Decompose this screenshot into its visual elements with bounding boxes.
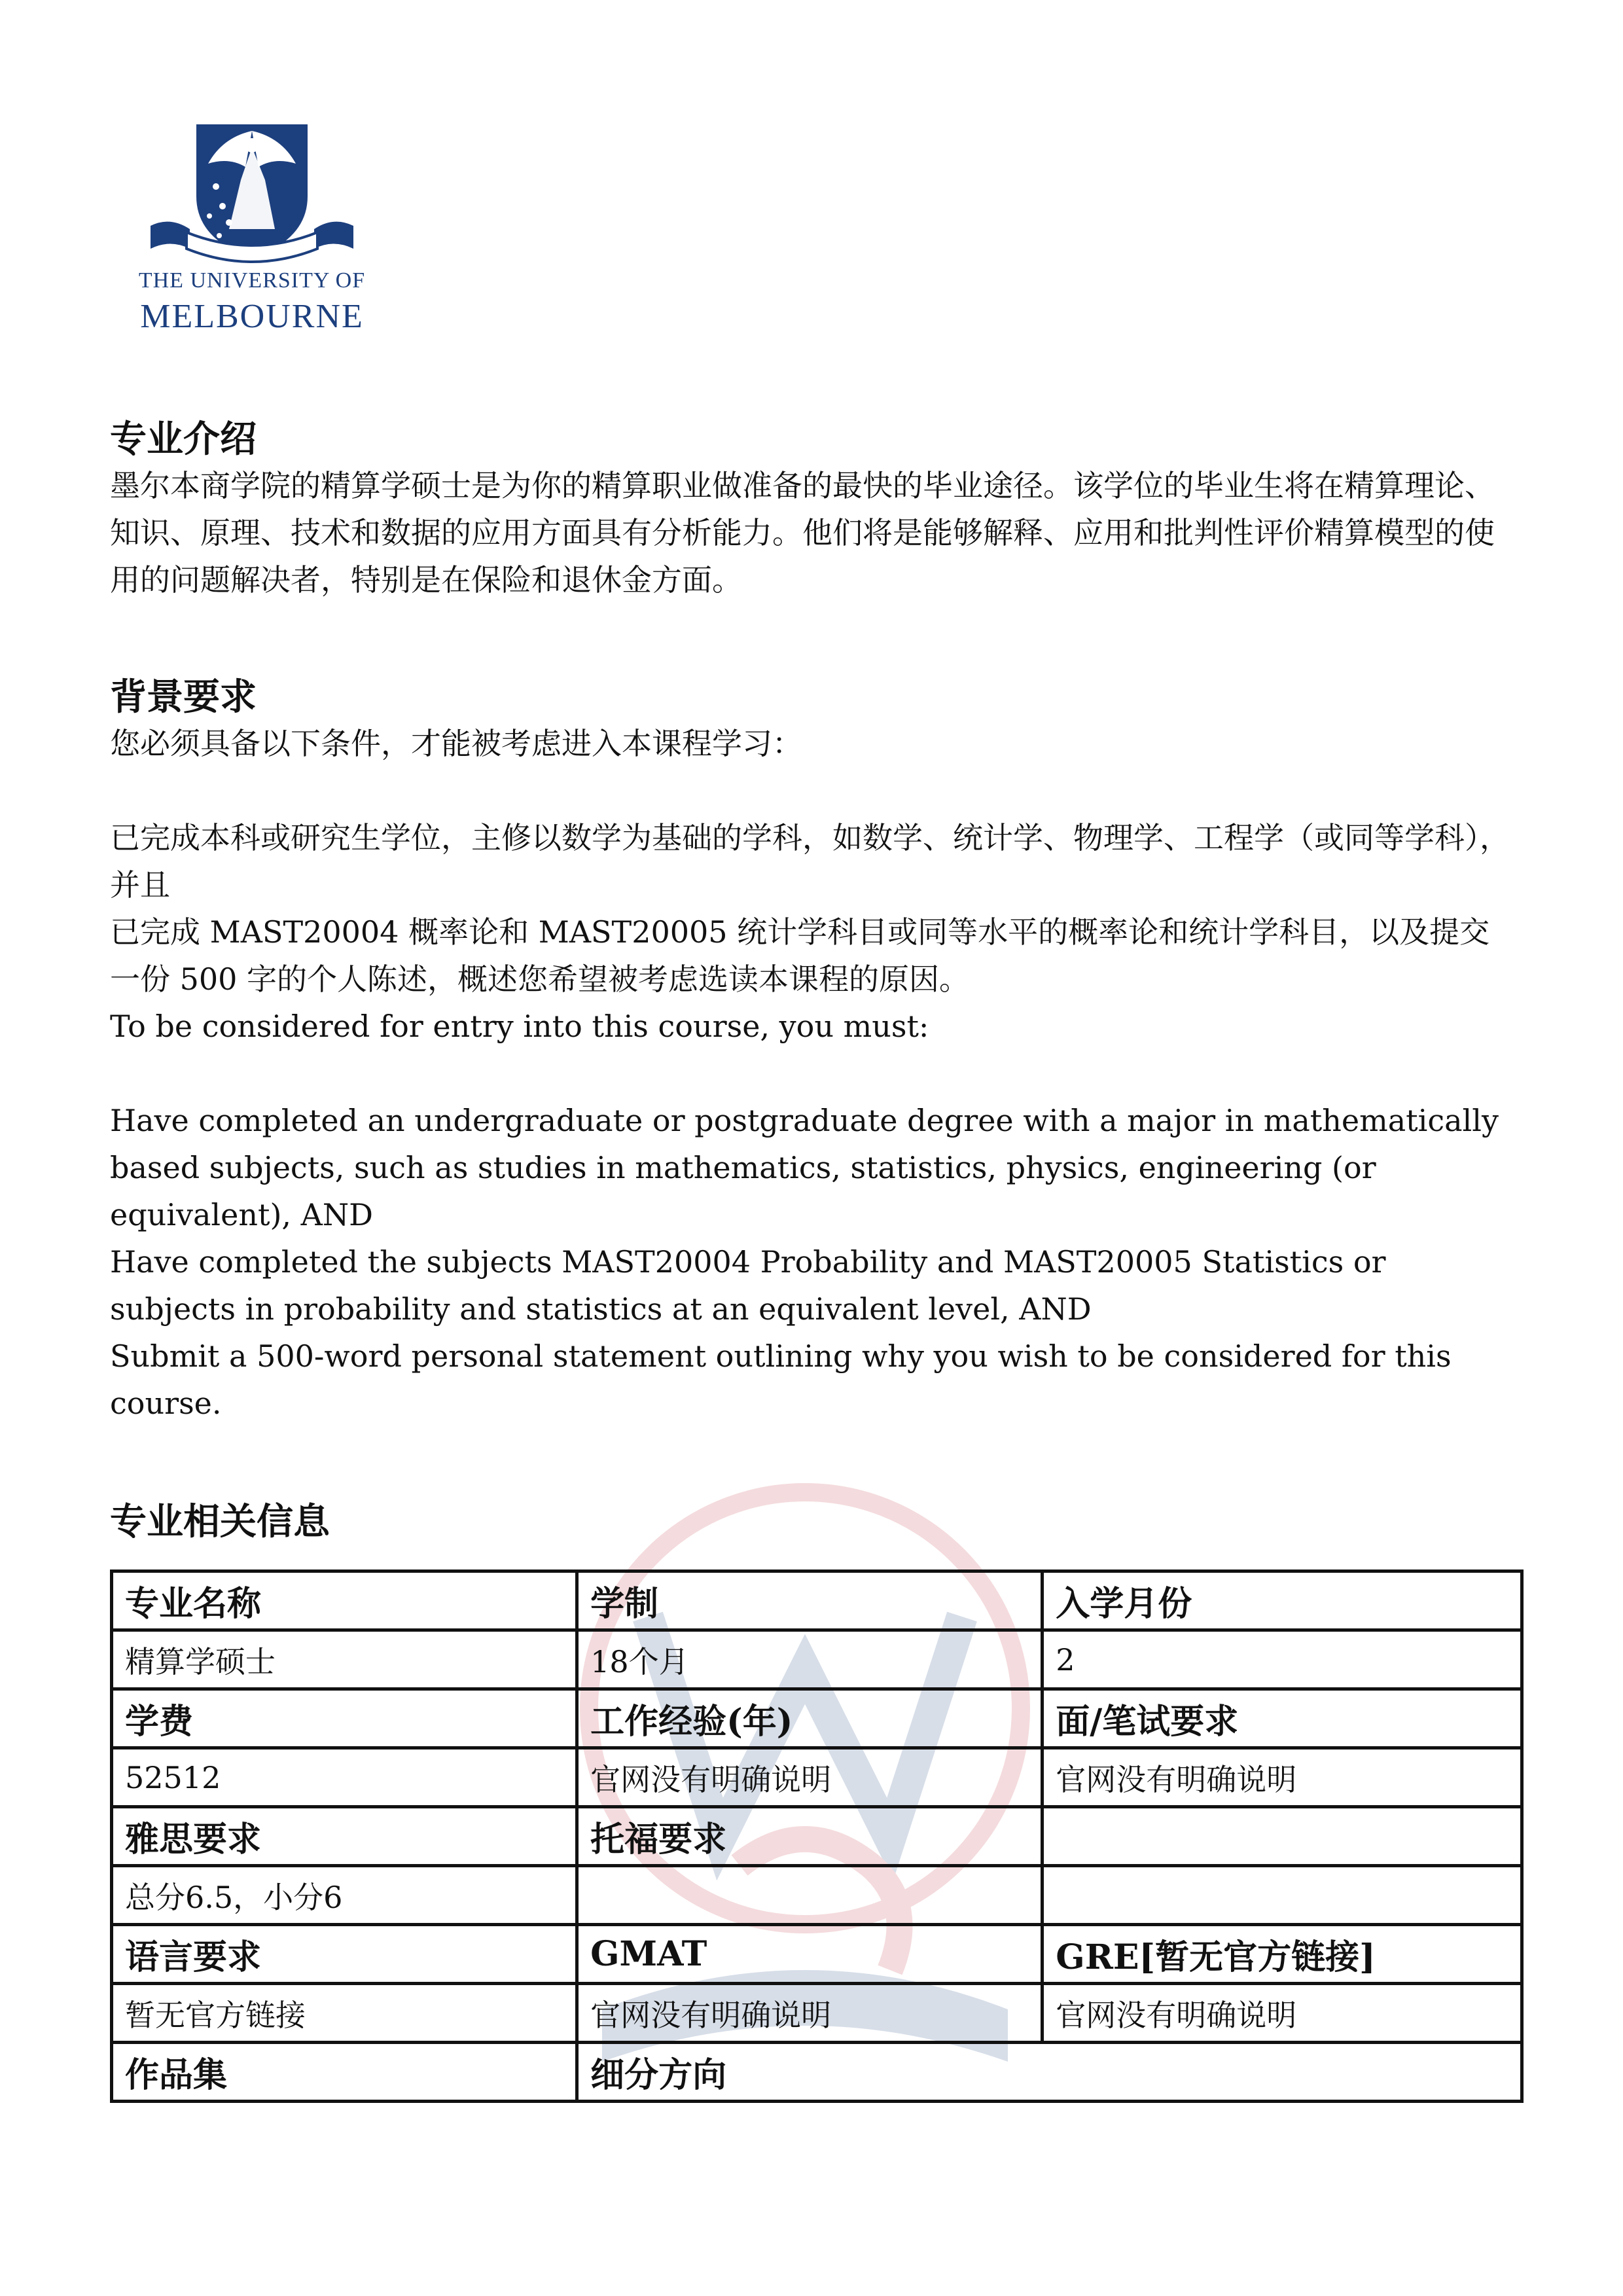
intro-section	[110, 416, 1517, 603]
table-row	[112, 1866, 1522, 1925]
table-cell: 精算学硕士	[112, 1630, 577, 1689]
table-row	[112, 1984, 1522, 2043]
logo-line-1: THE UNIVERSITY OF	[138, 268, 366, 293]
intro-title: 专业介绍	[110, 418, 257, 461]
info-title: 专业相关信息	[110, 1500, 330, 1543]
university-logo	[124, 118, 380, 340]
table-row	[112, 2043, 1522, 2102]
table-header-cell: GRE[暂无官方链接]	[1043, 1925, 1522, 1984]
table-cell: 官网没有明确说明	[577, 1748, 1043, 1807]
table-row	[112, 1807, 1522, 1866]
table-cell: 官网没有明确说明	[1043, 1748, 1522, 1807]
table-cell: 2	[1043, 1630, 1522, 1689]
info-table	[110, 1570, 1524, 2103]
table-header-cell: 细分方向	[577, 2043, 1522, 2102]
table-cell: 总分6.5，小分6	[112, 1866, 577, 1925]
table-row	[112, 1689, 1522, 1748]
logo-line-2: MELBOURNE	[140, 298, 364, 335]
crest-icon	[124, 118, 380, 265]
table-cell	[1043, 1866, 1522, 1925]
table-cell	[577, 1866, 1043, 1925]
background-title: 背景要求	[110, 675, 257, 719]
table-header-cell: 语言要求	[112, 1925, 577, 1984]
table-cell: 暂无官方链接	[112, 1984, 577, 2043]
table-header-cell: 托福要求	[577, 1807, 1043, 1866]
info-section	[110, 1499, 1517, 1545]
table-header-cell	[1043, 1807, 1522, 1866]
background-en-intro: To be considered for entry into this course, you must:	[110, 1009, 929, 1044]
background-en-item-1: Have completed an undergraduate or postgraduate degree with a major in mathematically based subjects, such as studies in mathematics, statistics, physics, engineering (or equivalent), AND	[110, 1103, 1508, 1232]
table-header-cell: 专业名称	[112, 1571, 577, 1630]
table-cell: 52512	[112, 1748, 577, 1807]
intro-body: 墨尔本商学院的精算学硕士是为你的精算职业做准备的最快的毕业途径。该学位的毕业生将在精算理论、知识、原理、技术和数据的应用方面具有分析能力。他们将是能够解释、应用和批判性评价精算模型的使用的问题解决者，特别是在保险和退休金方面。	[110, 468, 1495, 598]
background-cn-item-1: 已完成本科或研究生学位，主修以数学为基础的学科，如数学、统计学、物理学、工程学（或同等学科），并且	[110, 820, 1510, 903]
table-header-cell: 面/笔试要求	[1043, 1689, 1522, 1748]
table-header-cell: 工作经验(年)	[577, 1689, 1043, 1748]
table-header-cell: 学制	[577, 1571, 1043, 1630]
table-header-cell: 雅思要求	[112, 1807, 577, 1866]
background-intro: 您必须具备以下条件，才能被考虑进入本课程学习：	[110, 726, 802, 761]
table-cell: 18个月	[577, 1630, 1043, 1689]
background-en-item-2: Have completed the subjects MAST20004 Probability and MAST20005 Statistics or subjects in probability and statistics at an equivalent level, AND	[110, 1244, 1396, 1327]
table-row	[112, 1630, 1522, 1689]
table-header-cell: 学费	[112, 1689, 577, 1748]
background-section	[110, 674, 1517, 1427]
table-row	[112, 1925, 1522, 1984]
table-header-cell: GMAT	[577, 1925, 1043, 1984]
table-row	[112, 1571, 1522, 1630]
table-row	[112, 1748, 1522, 1807]
table-header-cell: 入学月份	[1043, 1571, 1522, 1630]
background-cn-item-2: 已完成 MAST20004 概率论和 MAST20005 统计学科目或同等水平的概率论和统计学科目，以及提交一份 500 字的个人陈述，概述您希望被考虑选读本课程的原因。	[110, 914, 1490, 997]
table-header-cell: 作品集	[112, 2043, 577, 2102]
background-en-item-3: Submit a 500-word personal statement outlining why you wish to be considered for this course.	[110, 1338, 1461, 1421]
table-cell: 官网没有明确说明	[577, 1984, 1043, 2043]
table-cell: 官网没有明确说明	[1043, 1984, 1522, 2043]
